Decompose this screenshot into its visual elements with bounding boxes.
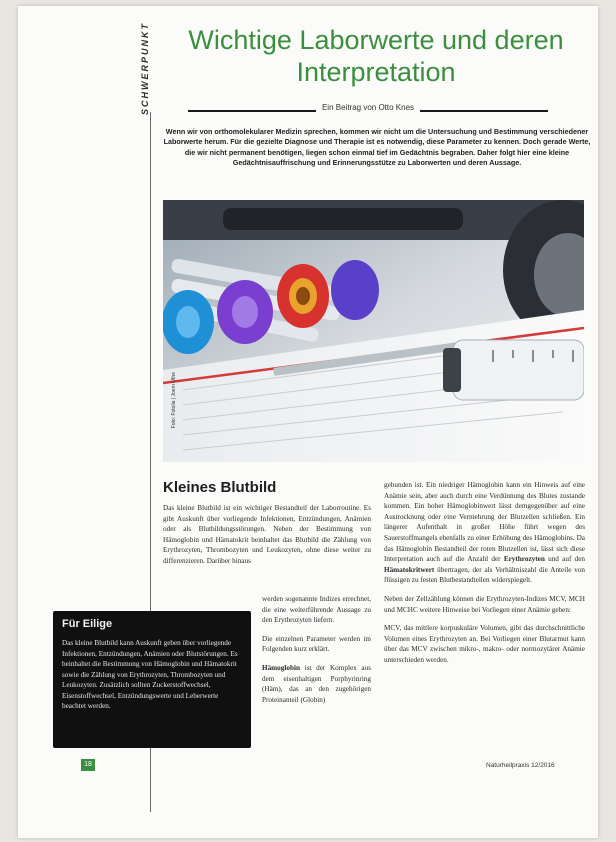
intro-paragraph: Wenn wir von orthomolekularer Medizin sprechen, kommen wir nicht um die Untersuchung und Bestimmung verschiedener Laborwerte herum. Für die gezielte Diagnose und Therapie ist es notwendig, diese Parameter zu kennen. Doch gerade Werte, die wir nicht permanent benötigen, liegen schon einmal tief im Gedächtnis begraben. Daher folgt hier eine kleine Gedächtnisauffrischung und Erinnerungsstütze zu Laborwerten und deren Aussage. xyxy=(163,127,591,167)
page-number: 18 xyxy=(81,759,95,771)
summary-box-title: Für Eilige xyxy=(62,618,113,630)
paragraph: Neben der Zellzählung können die Erythrozyten-Indizes MCV, MCH und MCHC weitere Hinweise bei Vorliegen einer Anämie geben: xyxy=(384,594,585,614)
paragraph-text: übertragen, der als Verhältniszahl die Anteile von flüssigen zu festen Blutbestandteilen widerspiegelt. xyxy=(384,565,586,585)
paragraph: MCV, das mittlere korpuskuläre Volumen, gibt das durchschnittliche Volumen eines Erythrozyten an. Bei Vorliegen einer Blutarmut kann über das MCV zwischen mikro-, makro- oder normozytärer Anämie unterschieden werden. xyxy=(384,624,585,664)
article-column-1-continued xyxy=(262,594,371,705)
section-heading: Kleines Blutbild xyxy=(163,479,277,496)
footer-publication: Naturheilpraxis 12/2016 xyxy=(486,762,555,769)
byline xyxy=(188,103,548,112)
byline-text: Ein Beitrag von Otto Knes xyxy=(316,103,420,112)
paragraph xyxy=(384,480,585,586)
paragraph-text: und auf den xyxy=(548,555,585,564)
paragraph-text: gebunden ist. Ein niedriger Hämoglobin kann ein Hinweis auf eine Anämie sein, aber auch durch eine Verdünnung des Blutes zustande kommen. Ein hoher Hämoglobinwert lässt demgegenüber auf eine Austrocknung oder eine Vermehrung der Blutzellen schließen. Ein längerer Aufenthalt in großer Höhe führt wegen des Sauerstoffmangels ebenfalls zu einer Erhöhung des Hämoglobins. Da das Hämoglobin Bestandteil der roten Blutzellen ist, lässt sich diese Interpretation auch auf die Anzahl der xyxy=(384,481,585,564)
paragraph: Die einzelnen Parameter werden im Folgenden kurz erklärt. xyxy=(262,634,371,654)
lab-photo-illustration xyxy=(163,200,584,462)
article-title: Wichtige Laborwerte und deren Interpretation xyxy=(188,25,564,87)
paragraph: Das kleine Blutbild ist ein wichtiger Bestandteil der Laborroutine. Es gibt Auskunft über vorliegende Infektionen, Entzündungen, Anämien oder als Blutbildungsstörungen. Neben der Bestimmung von Hämoglobin und Hämatokrit beinhaltet das Blutbild die Zählung von Erythrozyten, Thrombozyten und Leukozyten, ohne diese weiter zu differenzieren. Darüber hinaus xyxy=(163,504,371,565)
summary-box-text: Das kleine Blutbild kann Auskunft geben über vorliegende Infektionen, Entzündungen, Anämien oder Blutstörungen. Es beinhaltet die Bestimmung von Hämoglobin und Hämatokrit sowie die Zählung von Erythrozyten, Thrombozyten und Leukozyten. Zusätzlich sollten Zuckerstoffwechsel, Eisenstoffwechsel, Entzündungswerte und Leberwerte beachtet werden. xyxy=(62,639,238,710)
term-haemoglobin: Hämoglobin xyxy=(262,663,300,672)
article-column-2 xyxy=(384,480,585,666)
paragraph: werden sogenannte Indizes errechnet, die eine weiterführende Aussage zu den Erythrozyten liefern. xyxy=(262,595,371,625)
summary-box xyxy=(53,611,251,748)
term-haematokritwert: Hämatokritwert xyxy=(384,565,435,574)
article-column-1 xyxy=(163,503,371,567)
lab-photo xyxy=(163,200,584,462)
photo-credit: Foto: Fotolia | Joern Uthe xyxy=(171,372,177,429)
term-erythrozyten: Erythrozyten xyxy=(503,555,545,564)
section-label: SCHWERPUNKT xyxy=(140,22,150,115)
paragraph-text: ist der Komplex aus dem eisenhaltigen Porphyrinring (Häm), das an den zugehörigen Proteinanteil (Globin) xyxy=(262,663,371,704)
paragraph xyxy=(262,663,371,705)
byline-row xyxy=(188,103,548,119)
